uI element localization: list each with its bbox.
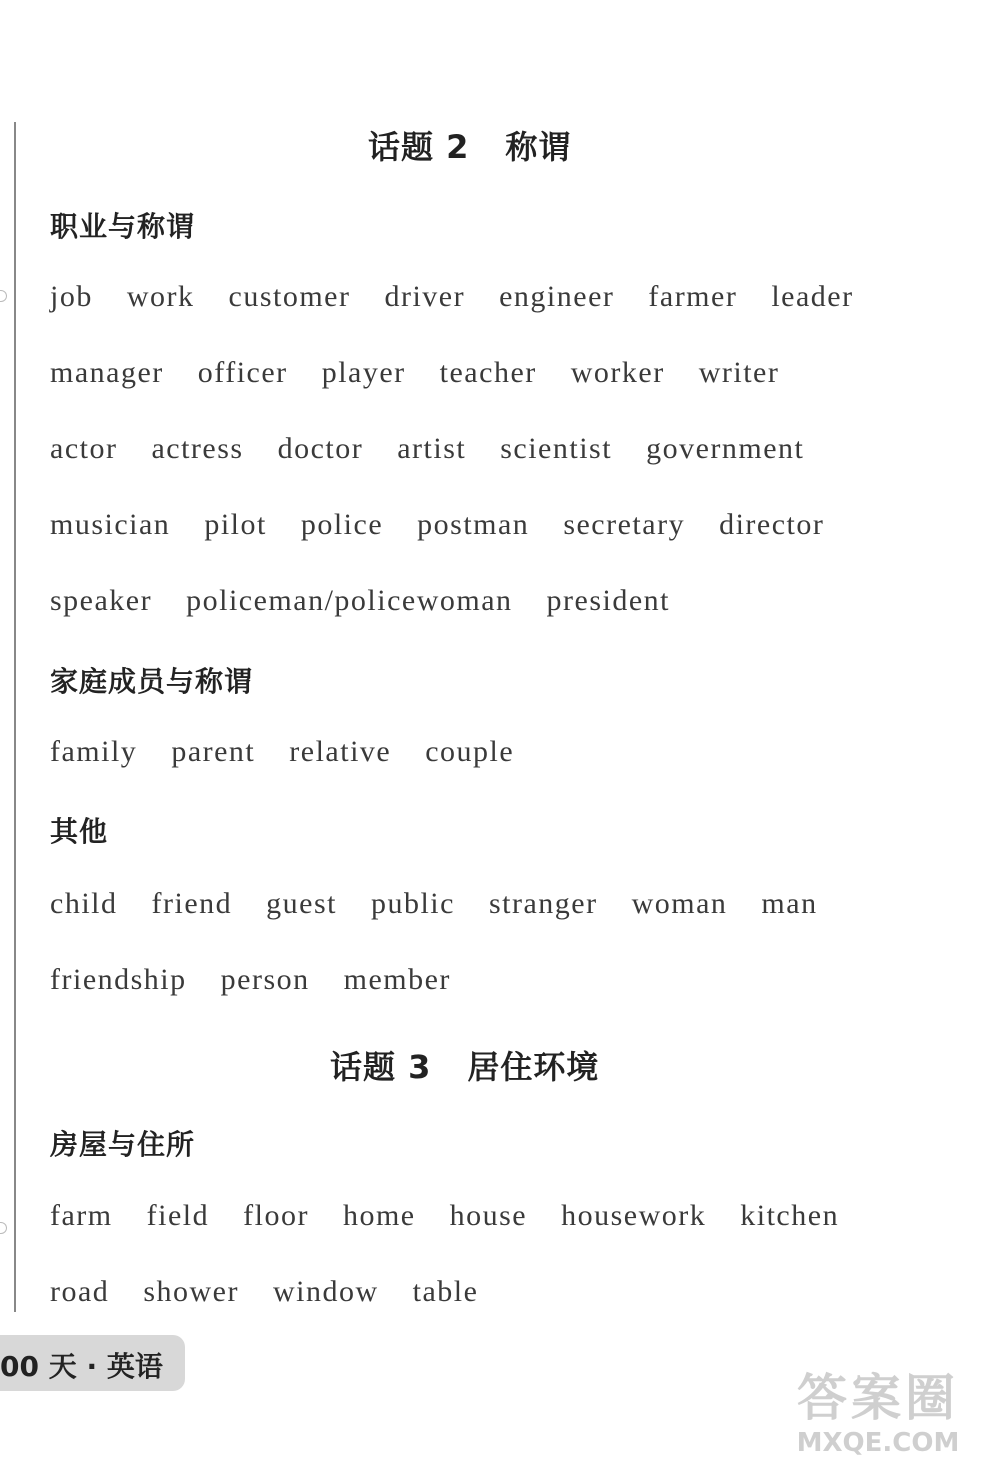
vocab-word: window	[272, 1275, 379, 1308]
section-heading: 其他	[50, 815, 109, 848]
vocab-word: speaker	[50, 584, 153, 617]
vocab-word: leader	[771, 280, 854, 313]
vocab-word: friendship	[50, 963, 187, 996]
topic-title	[368, 122, 571, 168]
vocab-word: woman	[631, 887, 728, 920]
watermark	[778, 1368, 978, 1463]
vocab-word: housework	[561, 1199, 707, 1232]
topic-name: 称谓	[505, 128, 572, 166]
topic-title	[330, 1042, 599, 1088]
vocab-word: public	[370, 887, 455, 920]
vocab-word: officer	[197, 356, 288, 389]
vocab-word: player	[321, 356, 406, 389]
vocab-word: engineer	[499, 280, 615, 313]
vocab-word: police	[300, 508, 384, 541]
vocab-word: guest	[266, 887, 337, 920]
watermark-en: MXQE.COM	[796, 1428, 960, 1458]
vocab-word: home	[342, 1199, 416, 1232]
vocab-word: table	[412, 1275, 479, 1308]
section-heading: 职业与称谓	[50, 210, 196, 243]
footer-label: 00 天 · 英语	[0, 1350, 163, 1383]
vocab-word: artist	[397, 432, 467, 465]
vocab-word: farmer	[648, 280, 738, 313]
vocab-word: work	[126, 280, 195, 313]
vocab-word: house	[449, 1199, 528, 1232]
vocab-word: job	[50, 280, 93, 313]
vocab-word: floor	[243, 1199, 309, 1232]
vocab-word: family	[50, 735, 138, 768]
vocab-word: kitchen	[740, 1199, 840, 1232]
word-line	[50, 508, 824, 542]
vocab-word: actor	[50, 432, 118, 465]
word-line	[50, 356, 779, 390]
vocab-word: teacher	[439, 356, 537, 389]
vocab-word: musician	[50, 508, 171, 541]
word-line	[50, 280, 854, 314]
vocab-word: road	[50, 1275, 110, 1308]
word-line	[50, 963, 451, 997]
vocab-word: director	[719, 508, 825, 541]
vocab-word: postman	[417, 508, 530, 541]
vocab-word: parent	[171, 735, 256, 768]
topic-number: 话题 3	[330, 1048, 432, 1086]
vocab-word: person	[220, 963, 310, 996]
watermark-cn: 答案圈	[797, 1369, 959, 1427]
binding-mark	[0, 290, 7, 302]
vocab-word: farm	[50, 1199, 113, 1232]
vocab-word: president	[546, 584, 670, 617]
vocab-word: child	[50, 887, 118, 920]
word-line	[50, 735, 514, 769]
vocab-word: couple	[425, 735, 515, 768]
vocab-word: member	[343, 963, 451, 996]
topic-number: 话题 2	[368, 128, 470, 166]
vocab-word: field	[146, 1199, 210, 1232]
vocab-word: customer	[228, 280, 351, 313]
word-line	[50, 432, 804, 466]
vocab-word: stranger	[488, 887, 598, 920]
vocab-word: shower	[143, 1275, 239, 1308]
binding-mark	[0, 1222, 7, 1234]
vocab-word: government	[646, 432, 805, 465]
vocab-word: secretary	[563, 508, 686, 541]
vocab-word: actress	[151, 432, 244, 465]
word-line	[50, 584, 670, 618]
section-heading: 家庭成员与称谓	[50, 665, 254, 698]
vocab-word: driver	[384, 280, 466, 313]
word-line	[50, 1275, 478, 1309]
vocab-word: friend	[151, 887, 233, 920]
vocab-word: manager	[50, 356, 164, 389]
vocab-word: pilot	[204, 508, 267, 541]
vocab-word: doctor	[277, 432, 364, 465]
word-line	[50, 887, 818, 921]
margin-rule	[14, 122, 16, 1312]
vocab-word: relative	[289, 735, 392, 768]
word-line	[50, 1199, 839, 1233]
topic-name: 居住环境	[467, 1048, 600, 1086]
vocab-word: worker	[570, 356, 665, 389]
vocab-word: man	[761, 887, 818, 920]
vocab-word: writer	[698, 356, 780, 389]
vocab-word: scientist	[500, 432, 613, 465]
section-heading: 房屋与住所	[50, 1128, 196, 1161]
vocab-word: policeman/policewoman	[186, 584, 513, 617]
